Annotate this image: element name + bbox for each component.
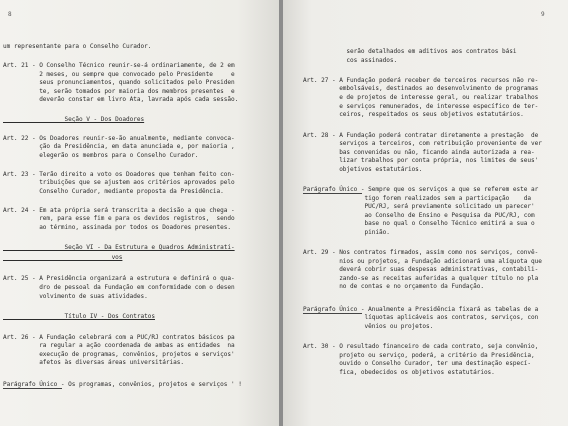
text-line: afetos às diversas áreas universitárias. bbox=[3, 359, 184, 366]
text-line: Art. 27 - A Fundação poderá receber de terceiros recursos não re- bbox=[303, 77, 539, 84]
text-line: serviços a terceiros, com retribuição proveniente de ver bbox=[303, 140, 542, 147]
text-line: Art. 28 - A Fundação poderá contratar diretamente a prestação de bbox=[303, 132, 539, 139]
text-line: pinião. bbox=[303, 229, 390, 236]
text-line: dro de pessoal da Fundação em conformidade com o desen bbox=[3, 284, 235, 291]
text-line: vênios ou projetos. bbox=[303, 323, 434, 330]
text-line: Art. 24 - Em ata própria será transcrita a decisão a que chega - bbox=[3, 207, 235, 214]
text-line: bas convenidas ou não, ficando ainda autorizada a rea- bbox=[303, 149, 535, 156]
section-heading: Seção V - Dos Doadores bbox=[3, 116, 145, 123]
text-line: deverão constar em livro Ata, lavrada após cada sessão. bbox=[3, 96, 239, 103]
text-line: objetivos estatutários. bbox=[303, 166, 423, 173]
text-line: zando-se as receitas auferidas a qualquer título no pla bbox=[303, 275, 539, 282]
text-line: Parágrafo Único - Anualmente a Presidência fixará as tabelas de a bbox=[303, 306, 539, 313]
section-heading: Título IV - Dos Contratos bbox=[3, 313, 155, 320]
page-number: 8 bbox=[8, 11, 12, 18]
text-line: rem, para esse fim e para os devidos registros, sendo bbox=[3, 215, 235, 222]
text-line: seus pronunciamentos, quando solicitados pelo Presiden bbox=[3, 79, 235, 86]
text-line: lizar trabalhos por conta própria, nos limites de seus' bbox=[303, 157, 539, 164]
text-line: projeto ou serviço, poderá, a critério da Presidência, bbox=[303, 352, 535, 359]
text-line: serão detalhados em aditivos aos contratos bási bbox=[303, 48, 517, 55]
text-line: embolsáveis, destinados ao desenvolvimento de programas bbox=[303, 85, 539, 92]
text-line: ao Conselho de Ensino e Pesquisa da PUC/RJ, com bbox=[303, 212, 535, 219]
text-line: deverá cobrir suas despesas administrativas, contabili- bbox=[303, 266, 539, 273]
text-line: Art. 30 - O resultado financeiro de cada contrato, seja convênio, bbox=[303, 343, 539, 350]
text-line: e de projetos de interesse geral, ou realizar trabalhos bbox=[303, 94, 539, 101]
text-line: no de contas e no orçamento da Fundação. bbox=[303, 283, 484, 290]
text-line: tribuições que se ajustem aos critérios aprovados pelo bbox=[3, 179, 235, 186]
page-number: 9 bbox=[541, 11, 545, 18]
text-line: Parágrafo Único - Sempre que os serviços a que se referem este ar bbox=[303, 186, 539, 193]
text-line: Art. 23 - Terão direito a voto os Doadores que tenham feito con- bbox=[3, 171, 235, 178]
text-line: PUC/RJ, será previamente solicitado um parecer' bbox=[303, 203, 535, 210]
text-line: cos assinados. bbox=[303, 57, 398, 64]
text-line: e serviços remunerados, de interesse específico de ter- bbox=[303, 103, 539, 110]
text-line: base no qual o Conselho Técnico emitirá a sua o bbox=[303, 220, 535, 227]
text-line: ra regular a ação coordenada de ambas as entidades na bbox=[3, 342, 235, 349]
left-page bbox=[0, 0, 279, 426]
text-line: Conselho Curador, mediante proposta da Presidência. bbox=[3, 188, 224, 195]
text-line: volvimento de suas atividades. bbox=[3, 293, 148, 300]
text-line: líquotas aplicáveis aos contratos, serviços, con bbox=[303, 314, 539, 321]
text-line: nios ou projetos, a Fundação adicionará uma alíquota que bbox=[303, 258, 542, 265]
text-line: um representante para o Conselho Curador. bbox=[3, 43, 152, 50]
text-line: ouvido o Conselho Curador, ter uma destinação especí- bbox=[303, 360, 531, 367]
text-line: Parágrafo Único - Os programas, convênios, projetos e serviços ' ! bbox=[3, 381, 242, 388]
text-line: execução de programas, convênios, projetos e serviços' bbox=[3, 351, 235, 358]
text-line: Art. 29 - Nos contratos firmados, assim como nos serviços, convê- bbox=[303, 249, 539, 256]
text-line: ceiros, respeitados os seus objetivos estatutários. bbox=[303, 111, 524, 118]
text-line: Art. 25 - A Presidência organizará a estrutura e definirá o qua- bbox=[3, 275, 235, 282]
text-line: Art. 26 - A Fundação celebrará com a PUC/RJ contratos básicos pa bbox=[3, 334, 235, 341]
text-line: ção da Presidência, em data anunciada e, por maioria , bbox=[3, 143, 235, 150]
text-line: ao término, assinada por todos os Doadores presentes. bbox=[3, 224, 231, 231]
text-line: Art. 21 - O Conselho Técnico reunir-se-á ordinariamente, de 2 em bbox=[3, 62, 235, 69]
section-heading: Seção VI - Da Estrutura e Quadros Administrati- bbox=[3, 244, 235, 251]
text-line: 2 meses, ou sempre que convocado pelo Presidente e bbox=[3, 71, 235, 78]
text-line: fica, obedecidos os objetivos estatutários. bbox=[303, 369, 495, 376]
text-line: tigo forem realizados sem a participação da bbox=[303, 195, 531, 202]
text-line: te, serão tomados por maioria dos membros presentes e bbox=[3, 88, 235, 95]
text-line: elegerão os membros para o Conselho Curador. bbox=[3, 152, 199, 159]
underline-rule bbox=[3, 388, 62, 389]
right-page bbox=[283, 0, 568, 426]
text-line: Art. 22 - Os Doadores reunir-se-ão anualmente, mediante convoca- bbox=[3, 135, 235, 142]
section-heading: vos bbox=[3, 254, 123, 261]
